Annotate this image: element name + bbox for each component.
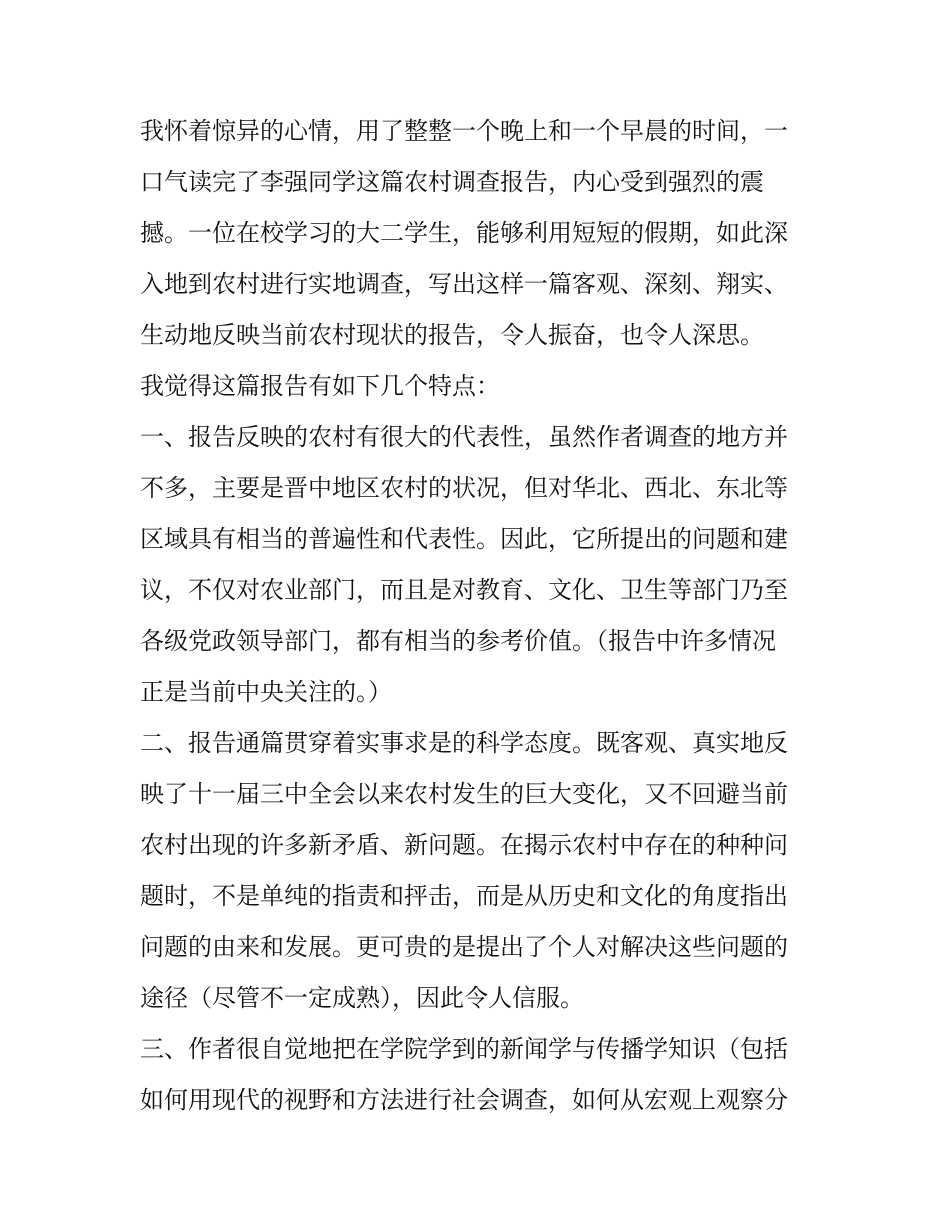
text-line: 各级党政领导部门，都有相当的参考价值。（报告中许多情况: [140, 627, 776, 655]
text-line: 议，不仅对农业部门，而且是对教育、文化、卫生等部门乃至: [140, 576, 788, 604]
text-line: 入地到农村进行实地调查，写出这样一篇客观、深刻、翔实、: [140, 270, 788, 298]
text-line: 区域具有相当的普遍性和代表性。因此，它所提出的问题和建: [140, 525, 788, 553]
text-line: 问题的由来和发展。更可贵的是提出了个人对解决这些问题的: [140, 933, 788, 961]
text-line: 三、作者很自觉地把在学院学到的新闻学与传播学知识（包括: [140, 1035, 788, 1063]
text-line: 生动地反映当前农村现状的报告，令人振奋，也令人深思。: [140, 321, 764, 349]
text-line: 不多，主要是晋中地区农村的状况，但对华北、西北、东北等: [140, 474, 788, 502]
text-line: 口气读完了李强同学这篇农村调查报告，内心受到强烈的震: [140, 168, 764, 196]
text-line: 正是当前中央关注的。）: [140, 678, 392, 706]
text-line: 题时，不是单纯的指责和抨击，而是从历史和文化的角度指出: [140, 882, 788, 910]
text-line: 我觉得这篇报告有如下几个特点：: [140, 372, 500, 400]
text-line: 二、报告通篇贯穿着实事求是的科学态度。既客观、真实地反: [140, 729, 788, 757]
text-line: 途径（尽管不一定成熟），因此令人信服。: [140, 984, 584, 1012]
text-line: 我怀着惊异的心情，用了整整一个晚上和一个早晨的时间，一: [140, 117, 788, 145]
text-line: 映了十一届三中全会以来农村发生的巨大变化，又不回避当前: [140, 780, 788, 808]
text-line: 如何用现代的视野和方法进行社会调查，如何从宏观上观察分: [140, 1086, 788, 1114]
text-line: 农村出现的许多新矛盾、新问题。在揭示农村中存在的种种问: [140, 831, 788, 859]
document-body: [140, 106, 820, 1126]
text-line: 撼。一位在校学习的大二学生，能够利用短短的假期，如此深: [140, 219, 788, 247]
text-line: 一、报告反映的农村有很大的代表性，虽然作者调查的地方并: [140, 423, 788, 451]
